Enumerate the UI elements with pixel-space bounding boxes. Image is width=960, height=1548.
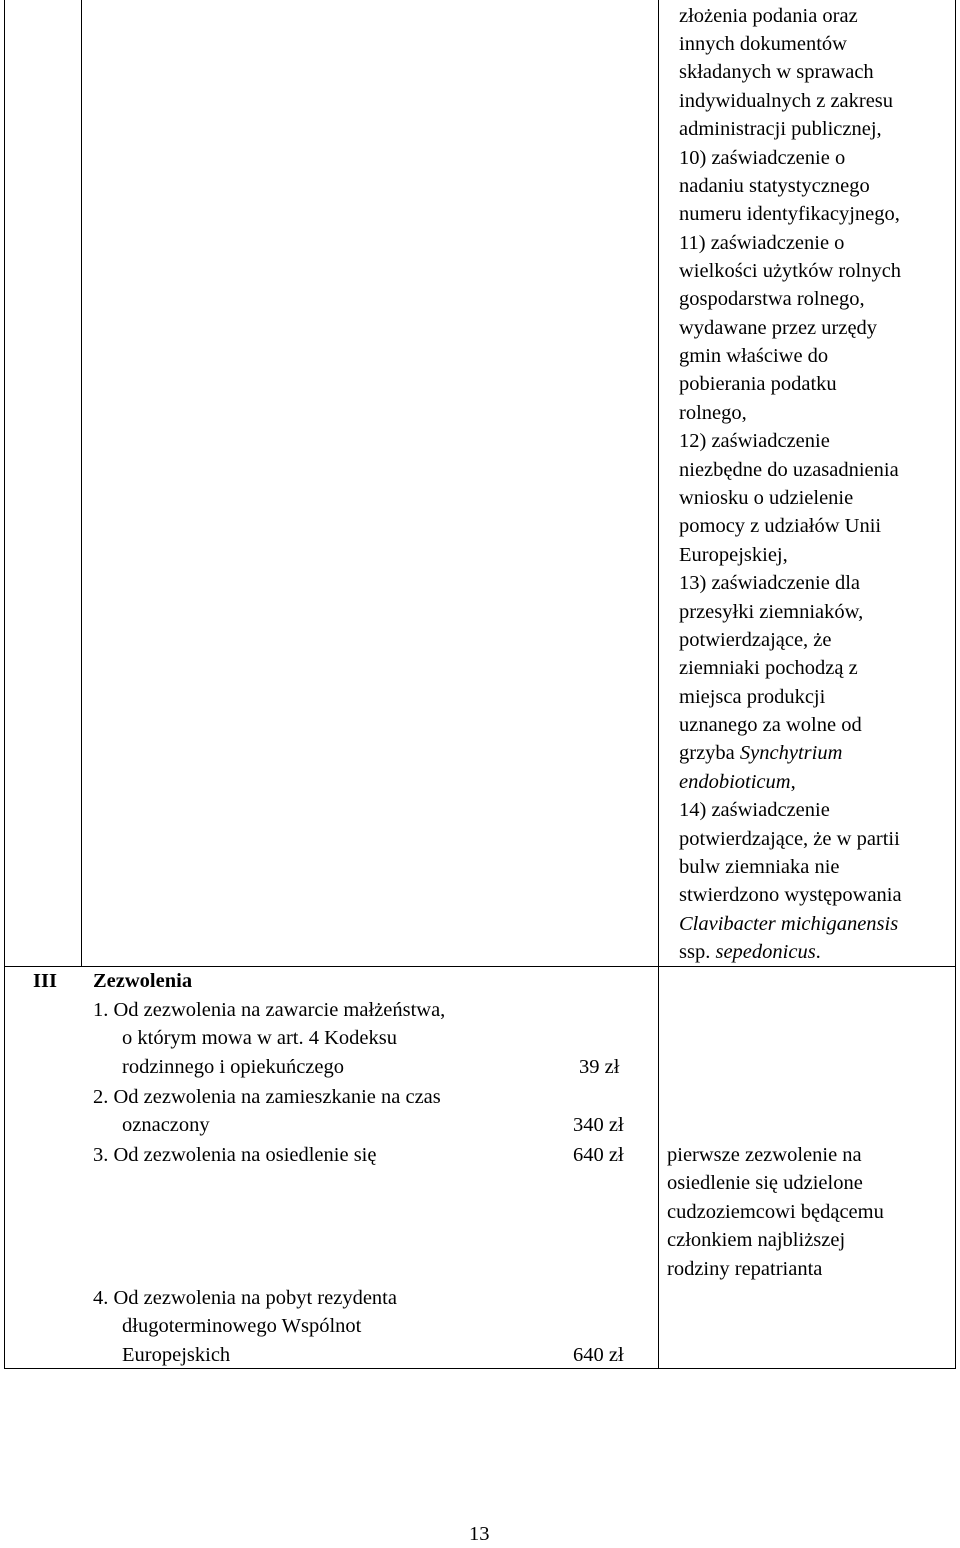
- remark-line: bulw ziemniaka nie: [679, 856, 840, 878]
- section-number: III: [33, 970, 57, 992]
- item-3-remark: rodziny repatrianta: [667, 1258, 823, 1280]
- remark-line: potwierdzające, że w partii: [679, 828, 900, 850]
- item-3-remark: członkiem najbliższej: [667, 1229, 846, 1251]
- remark-line: ziemniaki pochodzą z: [679, 657, 858, 679]
- table-border-col1: [81, 0, 82, 966]
- item-1-line: rodzinnego i opiekuńczego: [122, 1056, 345, 1078]
- table-border-col3: [658, 0, 659, 1369]
- item-4-line: Europejskich: [122, 1344, 231, 1366]
- remark-line: miejsca produkcji: [679, 686, 826, 708]
- species-name-endobioticum: endobioticum: [679, 771, 791, 793]
- item-2-fee: 340 zł: [573, 1114, 624, 1136]
- remark-line: numeru identyfikacyjnego,: [679, 203, 900, 225]
- remark-line: 10) zaświadczenie o: [679, 147, 846, 169]
- species-name-clavibacter: Clavibacter michiganensis: [679, 913, 899, 935]
- remark-line: indywidualnych z zakresu: [679, 90, 894, 112]
- remark-text: .: [815, 941, 821, 963]
- remark-line: składanych w sprawach: [679, 61, 874, 83]
- remark-text: ssp.: [679, 941, 716, 963]
- item-4-fee: 640 zł: [573, 1344, 624, 1366]
- item-1-fee: 39 zł: [579, 1056, 620, 1078]
- remark-text: grzyba: [679, 742, 740, 764]
- item-3-fee: 640 zł: [573, 1144, 624, 1166]
- remark-text: ,: [790, 771, 796, 793]
- table-border-right: [955, 0, 956, 1369]
- remark-line: gospodarstwa rolnego,: [679, 288, 865, 310]
- remark-line: 14) zaświadczenie: [679, 799, 830, 821]
- item-1-line: 1. Od zezwolenia na zawarcie małżeństwa,: [93, 999, 446, 1021]
- remark-line-ssp: [679, 938, 821, 966]
- remark-line: pobierania podatku: [679, 373, 837, 395]
- remark-line: potwierdzające, że: [679, 629, 832, 651]
- species-name-synchytrium: Synchytrium: [739, 742, 843, 764]
- remark-line: niezbędne do uzasadnienia: [679, 459, 899, 481]
- remark-line: Europejskiej,: [679, 544, 788, 566]
- remark-line: 11) zaświadczenie o: [679, 232, 845, 254]
- remark-line: 12) zaświadczenie: [679, 430, 830, 452]
- item-3-remark: cudzoziemcowi będącemu: [667, 1201, 884, 1223]
- item-4-line: 4. Od zezwolenia na pobyt rezydenta: [93, 1287, 397, 1309]
- remark-line: gmin właściwe do: [679, 345, 829, 367]
- remark-line: przesyłki ziemniaków,: [679, 601, 864, 623]
- page-number: 13: [469, 1523, 490, 1545]
- species-name-sepedonicus: sepedonicus: [715, 941, 816, 963]
- table-border-left: [4, 0, 5, 1369]
- remark-line: nadaniu statystycznego: [679, 175, 870, 197]
- remark-line-grzyba: [679, 739, 842, 767]
- remark-line: wielkości użytków rolnych: [679, 260, 902, 282]
- remark-line: administracji publicznej,: [679, 118, 882, 140]
- remark-line: stwierdzono występowania: [679, 884, 902, 906]
- item-3-remark: osiedlenie się udzielone: [667, 1172, 863, 1194]
- remark-line-endobioticum: [679, 768, 796, 796]
- remark-line: innych dokumentów: [679, 33, 847, 55]
- remark-line: wniosku o udzielenie: [679, 487, 854, 509]
- item-1-line: o którym mowa w art. 4 Kodeksu: [122, 1027, 397, 1049]
- remark-line: wydawane przez urzędy: [679, 317, 878, 339]
- item-2-line: oznaczony: [122, 1114, 210, 1136]
- item-3-remark: pierwsze zezwolenie na: [667, 1144, 862, 1166]
- item-3-line: 3. Od zezwolenia na osiedlenie się: [93, 1144, 377, 1166]
- remark-line: złożenia podania oraz: [679, 5, 858, 27]
- remark-line: 13) zaświadczenie dla: [679, 572, 860, 594]
- item-4-line: długoterminowego Wspólnot: [122, 1315, 362, 1337]
- remark-line: pomocy z udziałów Unii: [679, 515, 882, 537]
- remark-line: rolnego,: [679, 402, 747, 424]
- remark-line: uznanego za wolne od: [679, 714, 862, 736]
- section-title: Zezwolenia: [93, 970, 193, 992]
- item-2-line: 2. Od zezwolenia na zamieszkanie na czas: [93, 1086, 441, 1108]
